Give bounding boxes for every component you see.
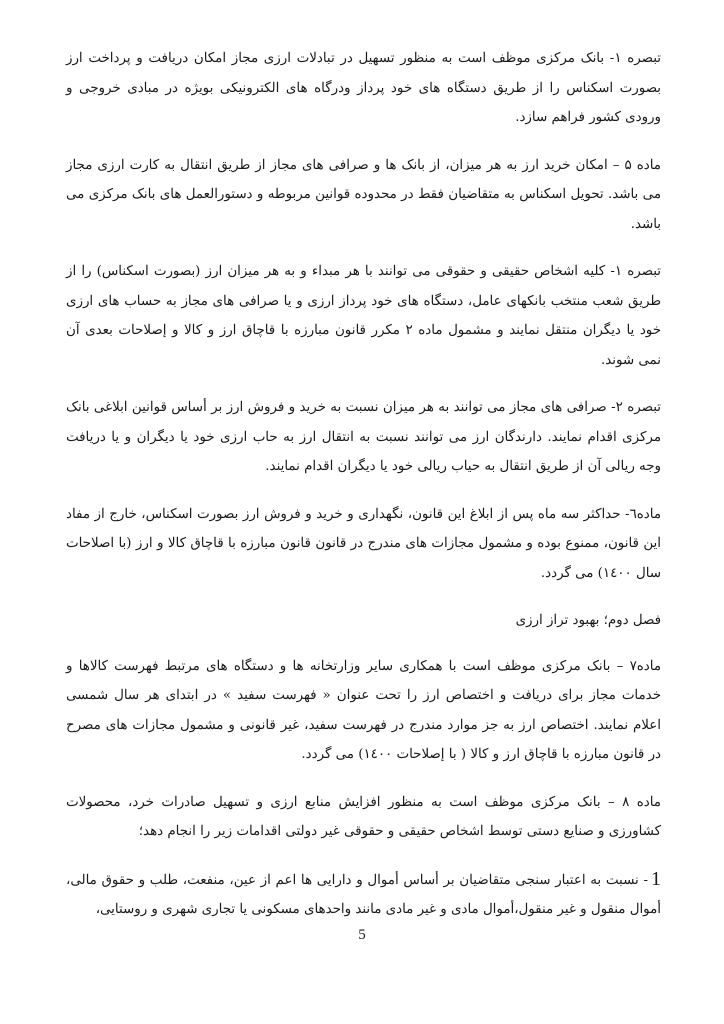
document-page (66, 44, 661, 943)
article-5-note-1-paragraph: تبصره ۱- کلیه اشخاص حقیقی و حقوقی می توانند با هر مبداء و به هر میزان ارز (بصورت اسکناس) را از طریق شعب منتخب بانکهای عامل، دستگاه های خود پرداز ارزی و یا صرافی های مجاز به حساب های ارزی خود یا دیگران منتقل نمایند و مشمول ماده ۲ مکرر قانون مبارزه با قاچاق ارز و کالا و إصلاحات بعدی آن نمی شوند. (66, 264, 661, 368)
chapter-2-heading: فصل دوم؛ بهبود تراز ارزی (515, 613, 661, 628)
list-item-1 (66, 865, 661, 925)
article-8-paragraph: ماده ۸ – بانک مرکزی موظف است به منظور افزایش منابع ارزی و تسهیل صادرات خرد، محصولات کشاورزی و صنایع دستی توسط اشخاص حقیقی و حقوقی غیر دولتی اقدامات زیر را انجام دهد؛ (66, 794, 661, 839)
list-item-1-number: 1 (651, 867, 661, 890)
article-5-note-2-paragraph: تبصره ۲- صرافی های مجاز می توانند به هر میزان نسبت به خرید و فروش ارز بر أساس قوانین ابلاغی بانک مرکزی اقدام نمایند. دارندگان ارز می توانند نسبت به انتقال ارز به حاب ارزی خود یا دیگران و یا دریافت وجه ریالی آن از طریق انتقال به حیاب ریالی خود یا دیگران اقدام نمایند. (66, 400, 661, 474)
article-7-paragraph: ماده۷ – بانک مرکزی موظف است با همکاری سایر وزارتخانه ها و دستگاه های مرتبط فهرست کالاها و خدمات مجاز برای دریافت و اختصاص ارز را تحت عنوان « فهرست سفید » در ابتدای هر سال شمسی اعلام نمایند. اختصاص ارز به جز موارد مندرج در فهرست سفید، غیر قانونی و مشمول مجازات های مصرح در قانون مبارزه با قاچاق ارز و کالا ( با إصلاحات ۱٤۰۰) می گردد. (66, 658, 661, 762)
article-6-paragraph: ماده٦- حداکثر سه ماه پس از ابلاغ این قانون، نگهداری و خرید و فروش ارز بصورت اسکناس، خارج از مفاد این قانون، ممنوع بوده و مشمول مجازات های مندرج در قانون قانون مبارزه با قاچاق کالا و ارز (با اصلاحات سال ۱٤۰۰) می گردد. (66, 506, 661, 581)
article-5-paragraph: ماده ۵ – امکان خرید ارز به هر میزان، از بانک ها و صرافی های مجاز از طریق انتقال به کارت ارزی مجاز می باشد. تحویل اسکناس به متقاضیان فقط در محدوده قوانین مربوطه و دستورالعمل های بانک مرکزی می باشد. (66, 157, 661, 232)
list-item-1-text: - نسبت به اعتبار سنجی متقاضیان بر أساس أموال و دارایی ها اعم از عین، منفعت، طلب و حقوق مالی، أموال منقول و غیر منقول،أموال مادی و غیر مادی مانند واحدهای مسکونی یا تجاری شهری و روستایی، (66, 872, 661, 917)
note-1-paragraph: تبصره ۱- بانک مرکزی موظف است به منظور تسهیل در تبادلات ارزی مجاز امکان دریافت و پرداخت ارز بصورت اسکناس را از طریق دستگاه های خود پرداز ودرگاه های الکترونیکی بویژه در مبادی خروجی و ورودی کشور فراهم سازد. (66, 51, 661, 125)
page-number: 5 (358, 927, 366, 943)
